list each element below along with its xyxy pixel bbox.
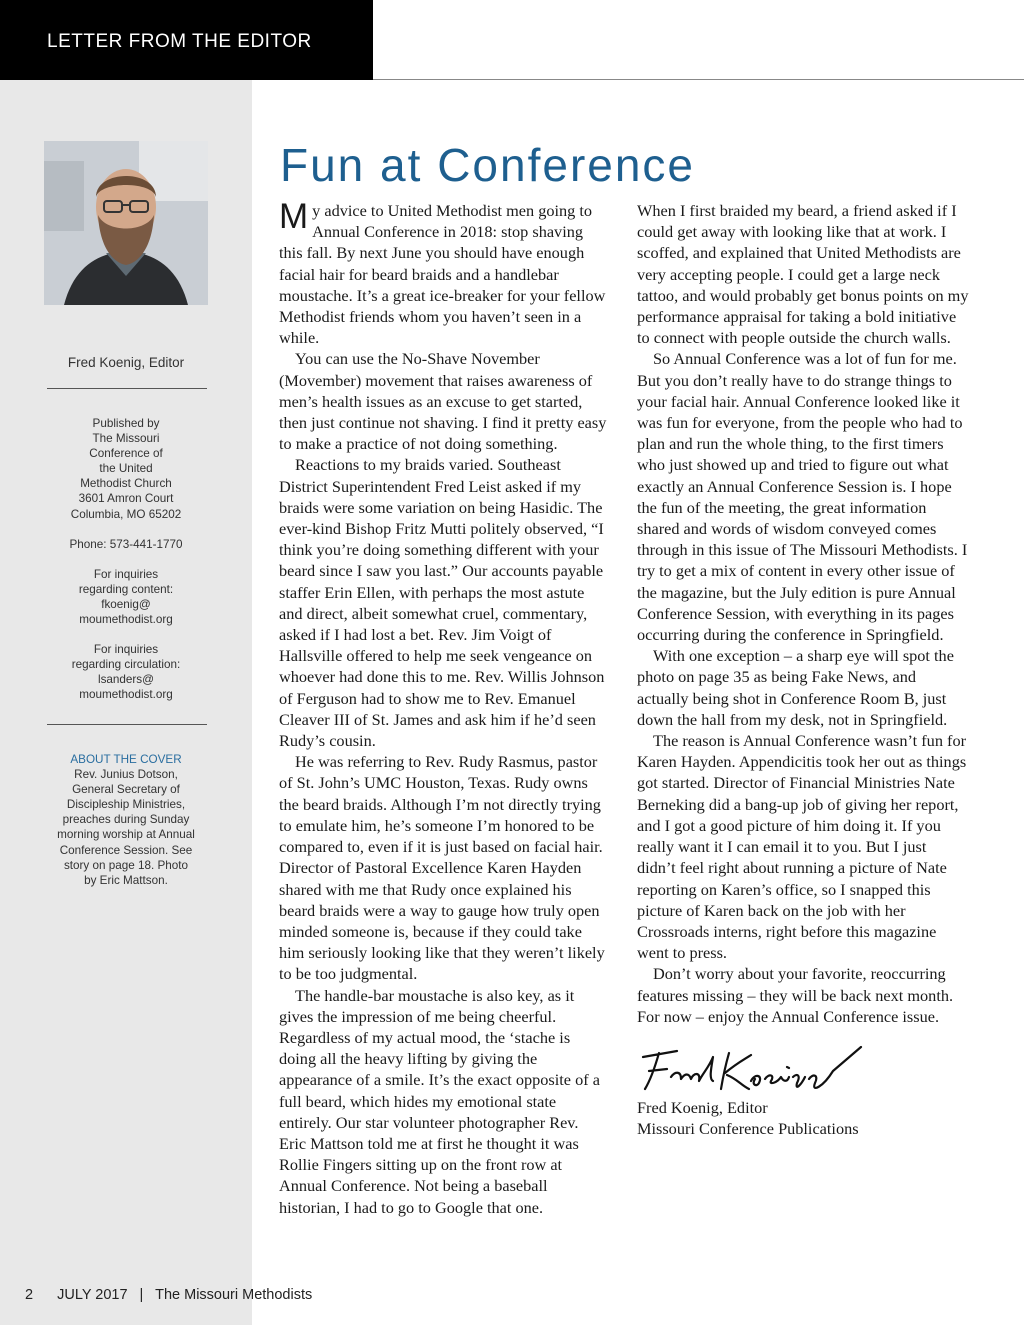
sidebar-divider — [47, 724, 207, 725]
footer-separator: | — [139, 1287, 144, 1303]
page-footer — [25, 1287, 320, 1303]
article-paragraph: When I first braided my beard, a friend asked if I could get away with looking like that at work. I scoffed, and explained that United Methodists are very accepting people. I could get a large neck tattoo, and would probably get bonus points on my performance appraisal for taking a bold initiative to connect with people outside the church walls. — [637, 201, 969, 348]
content-inquiry-email[interactable]: fkoenig@ — [101, 597, 151, 611]
article-paragraph: The reason is Annual Conference wasn’t fun for Karen Hayden. Appendicitis took her out as things got started. Director of Financial Ministries Nate Berneking did a bang-up job of giving her report, and I got a good picture of him doing it. If you really want it I can email it to you. But I just didn’t feel right about running a picture of Nate reporting on Karen’s office, so I snapped this picture of Karen back on the job with her Crossroads interns, right before this magazine went to press. — [637, 731, 967, 963]
cover-line: General Secretary of — [72, 783, 180, 797]
article-paragraph: You can use the No-Shave November (Movember) movement that raises awareness of men’s health issues as an excuse to get started, then just continue not shaving. I find it pretty easy to make a practice of not doing something. — [279, 349, 607, 454]
section-header-bar — [0, 0, 373, 80]
header-divider — [373, 79, 1024, 80]
drop-cap: M — [279, 197, 309, 236]
section-header-label: LETTER FROM THE EDITOR — [47, 31, 312, 52]
cover-line: Conference Session. See — [59, 843, 193, 857]
signature-block — [637, 1037, 969, 1139]
cover-line: Discipleship Ministries, — [66, 798, 186, 812]
signoff-organization: Missouri Conference Publications — [637, 1119, 859, 1139]
photo-caption: Fred Koenig, Editor — [67, 355, 185, 370]
article-paragraph: He was referring to Rev. Rudy Rasmus, pastor of St. John’s UMC Houston, Texas. Rudy owns the beard braids. Although I’m not directly trying to emulate him, he’s someone I’m honored to be compared to, even if it is just based on facial hair. Director of Pastoral Excellence Karen Hayden shared with me that Rudy once explained his beard braids were a way to gauge how truly open minded someone is, because if they could take him seriously looking like that they weren’t likely to be too judgmental. — [279, 752, 605, 984]
cover-line: by Eric Mattson. — [84, 873, 168, 887]
publisher-line: Conference of — [89, 447, 163, 461]
article-paragraph: With one exception – a sharp eye will spot the photo on page 35 as being Fake News, and actually being shot in Conference Room B, just down the hall from my desk, not in Springfield. — [637, 646, 954, 729]
cover-line: story on page 18. Photo — [63, 858, 189, 872]
article-paragraph: Don’t worry about your favorite, reoccurring features missing – they will be back next month. For now – enjoy the Annual Conference issue. — [637, 964, 954, 1026]
publication-name: The Missouri Methodists — [155, 1287, 313, 1303]
article-column-2 — [637, 200, 969, 1139]
issue-date: JULY 2017 — [57, 1287, 128, 1303]
page-number: 2 — [25, 1287, 34, 1303]
publisher-line: Columbia, MO 65202 — [70, 507, 182, 521]
publisher-line: The Missouri — [92, 432, 160, 446]
content-inquiry-line: For inquiries — [93, 567, 159, 581]
first-paragraph-text: y advice to United Methodist men going to Annual Conference in 2018: stop shaving this fall. By next June you should have enough facial hair for beard braids and a handlebar moustache. It’s a great ice-breaker for your fellow Methodist friends whom you haven’t seen in a while. — [279, 201, 606, 348]
editor-photo — [44, 141, 208, 305]
circulation-inquiry-email[interactable]: moumethodist.org — [79, 688, 173, 702]
article-paragraph: Reactions to my braids varied. Southeast District Superintendent Fred Leist asked if my braids were some variation on being Hasidic. The ever-kind Bishop Fritz Mutti politely observed, “I think you’re doing something different with your beard since I saw you last.” Our accounts payable staffer Erin Ellen, with perhaps the most astute and direct, albeit somewhat cruel, commentary, asked if I had lost a bet. Rev. Jim Voigt of Hallsville offered to help me seek vengeance on whoever had done this to me. Rev. Willis Johnson of Ferguson had to show me to Rev. Emanuel Cleaver III of St. James and ask him if he’d seen Rudy’s cousin. — [279, 455, 605, 751]
cover-line: morning worship at Annual — [57, 828, 195, 842]
article-column-1 — [279, 197, 607, 1218]
publisher-line: Methodist Church — [80, 477, 172, 491]
publisher-line: Published by — [92, 417, 160, 430]
circulation-inquiry-email[interactable]: lsanders@ — [97, 673, 155, 687]
circulation-inquiry-line: regarding circulation: — [71, 658, 181, 672]
article-paragraph — [279, 197, 607, 348]
article-title: Fun at Conference — [280, 139, 696, 191]
handwritten-signature — [637, 1037, 867, 1097]
sidebar-divider — [47, 388, 207, 389]
content-inquiry-line: regarding content: — [78, 582, 174, 596]
about-cover-title: ABOUT THE COVER — [70, 753, 182, 766]
publisher-line: the United — [99, 462, 153, 476]
cover-line: Rev. Junius Dotson, — [74, 768, 178, 782]
circulation-inquiry-line: For inquiries — [93, 643, 159, 657]
article-paragraph: So Annual Conference was a lot of fun for me. But you don’t really have to do strange things to your facial hair. Annual Conference looked like it was fun for everyone, from the people who had to plan and run the whole thing, to the first timers who just showed up and tried to figure out what exactly an Annual Conference Session is. I hope the fun of the meeting, the great information shared and words of wisdom conveyed comes through in this issue of The Missouri Methodists. I try to get a mix of content in every other issue of the magazine, but the July edition is pure Annual Conference Session, with everything in its pages occurring during the conference in Springfield. — [637, 349, 968, 645]
publisher-info — [44, 416, 208, 703]
signoff-name: Fred Koenig, Editor — [637, 1097, 768, 1117]
content-inquiry-email[interactable]: moumethodist.org — [79, 613, 173, 627]
publisher-line: 3601 Amron Court — [78, 492, 174, 506]
about-cover — [44, 752, 208, 888]
article-paragraph: The handle-bar moustache is also key, as it gives the impression of me being cheerful. Regardless of my actual mood, the ‘stache is doing all the heavy lifting by giving the appearance of a smile. It’s the exact opposite of a full beard, which hides my emotional state entirely. Our star volunteer photographer Rev. Eric Mattson told me at first he thought it was Rollie Fingers sitting up on the front row at Annual Conference. Not being a baseball historian, I had to go to Google that one. — [279, 985, 600, 1217]
phone-number: Phone: 573-441-1770 — [69, 537, 183, 551]
cover-line: preaches during Sunday — [62, 813, 190, 827]
